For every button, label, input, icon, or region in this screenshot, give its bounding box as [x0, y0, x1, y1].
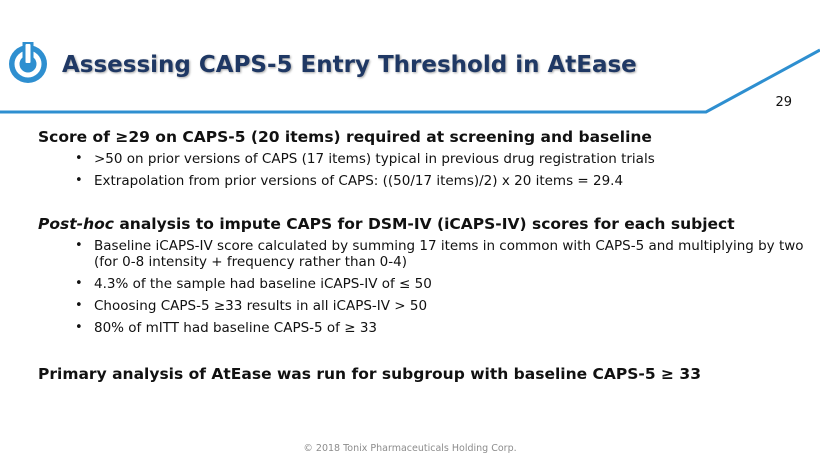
bullet-icon: • — [75, 298, 83, 313]
bullet-text: >50 on prior versions of CAPS (17 items) typical in previous drug registration trials — [94, 151, 655, 167]
bullet-text: Baseline iCAPS-IV score calculated by summing 17 items in common with CAPS-5 and multiplying by two (for 0-8 intensity + frequency rather than 0-4) — [94, 238, 804, 270]
list-item — [74, 298, 808, 314]
bullet-text: Choosing CAPS-5 ≥33 results in all iCAPS-IV > 50 — [94, 298, 428, 314]
list-item — [74, 276, 808, 292]
bullet-icon: • — [75, 238, 83, 253]
list-item — [74, 320, 808, 336]
list-item — [74, 151, 808, 167]
bullet-icon: • — [75, 173, 83, 188]
heading-text: analysis to impute CAPS for DSM-IV (iCAPS-IV) scores for each subject — [113, 215, 735, 233]
footer-copyright: © 2018 Tonix Pharmaceuticals Holding Corp. — [303, 443, 517, 454]
bullet-icon: • — [75, 320, 83, 335]
page-number: 29 — [775, 95, 792, 110]
bullet-text: Extrapolation from prior versions of CAPS: ((50/17 items)/2) x 20 items = 29.4 — [94, 173, 624, 189]
bullet-icon: • — [75, 276, 83, 291]
slide-title: Assessing CAPS-5 Entry Threshold in AtEase — [62, 52, 637, 78]
slide-content — [38, 127, 808, 384]
bullet-text: 4.3% of the sample had baseline iCAPS-IV of ≤ 50 — [94, 276, 432, 292]
bullet-list-post-hoc — [38, 238, 808, 336]
list-item — [74, 238, 808, 270]
section-heading-post-hoc — [38, 214, 808, 234]
bullet-text: 80% of mITT had baseline CAPS-5 of ≥ 33 — [94, 320, 378, 336]
section-heading-entry-score: Score of ≥29 on CAPS-5 (20 items) required at screening and baseline — [38, 128, 652, 146]
section-heading-primary-analysis: Primary analysis of AtEase was run for subgroup with baseline CAPS-5 ≥ 33 — [38, 365, 701, 383]
heading-italic-text: Post-hoc — [38, 215, 114, 233]
list-item — [74, 173, 808, 189]
power-button-icon — [6, 40, 50, 84]
bullet-list-entry-score — [38, 151, 808, 189]
bullet-icon: • — [75, 151, 83, 166]
